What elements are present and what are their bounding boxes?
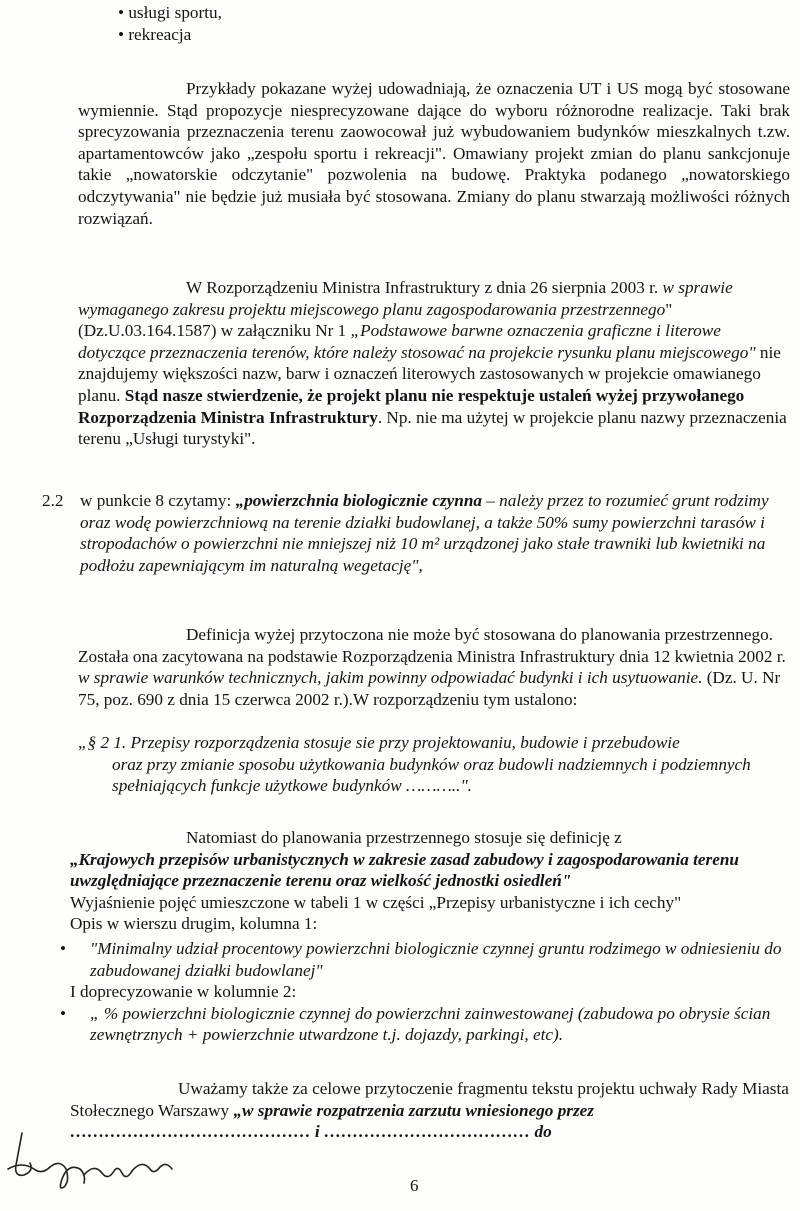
list-item: • usługi sportu,: [118, 3, 222, 22]
paragraph-text: Przykłady pokazane wyżej udowadniają, że oznaczenia UT i US mogą być stosowane wymiennie. Stąd propozycje niesprecyzowane dające do wyboru różnorodne realizacje. Taki brak sprecyzowania przeznaczenia terenu zaowocował już wybudowaniem budynków mieszkalnych t.zw. apartamentowców jako „zespołu sportu i rekreacji". Omawiany projekt zmian do planu sankcjonuje takie „nowatorskie odczytanie" pozwolenia na budowę. Praktyka podanego „nowatorskiego odczytywania" nie będzie już musiała być stosowana. Zmiany do planu stwarzają możliwości różnych rozwiązań.: [78, 79, 790, 228]
italic-run: – należy przez to rozumieć grunt rodzimy oraz wodę powierzchniową na terenie działki budowlanej, a także 50% sumy powierzchni tarasów i stropodachów o powierzchni nie mniejszej niż 10 m² urządzonej jako stałe trawniki lub kwietniki na podłożu zapewniającym im naturalną wegetację",: [80, 491, 769, 575]
bold-italic-run: „powierzchnia biologicznie czynna: [235, 491, 482, 510]
text-run: . Np. nie ma użytej w projekcie planu nazwy przeznaczenia terenu „Usługi turystyki".: [78, 407, 787, 449]
bullet-text: "Minimalny udział procentowy powierzchni biologicznie czynnej gruntu rodzimego w odniesieniu do zabudowanej działki budowlanej": [90, 939, 782, 980]
list-item: • rekreacja: [118, 24, 192, 44]
section-2-2: [42, 490, 790, 576]
bullet-marker: •: [60, 1003, 67, 1023]
list-item: [60, 938, 790, 981]
text-run: I doprecyzowanie w kolumnie 2:: [70, 982, 297, 1002]
bullet-text: „ % powierzchni biologicznie czynnej do powierzchni zainwestowanej (zabudowa po obrysie ścian zewnętrznych + powierzchnie utwardzone t.j. dojazdy, parkingi, etc).: [90, 1003, 771, 1045]
bold-italic-run: „Krajowych przepisów urbanistycznych w zakresie zasad zabudowy i zagospodarowania terenu uwzględniające przeznaczenie terenu oraz wielkość jednostki osiedleń": [70, 849, 739, 891]
text-run: w punkcie 8 czytamy:: [80, 491, 232, 510]
text-run: Definicja wyżej przytoczona nie może być stosowana do planowania przestrzennego. Została ona zacytowana na podstawie Rozporządzenia Ministra Infrastruktury dnia 12 kwietnia 2002 r.: [78, 625, 786, 666]
top-bullet-list: [118, 2, 222, 45]
definition-bullets: [60, 938, 790, 1046]
paragraph-definition: [78, 624, 790, 710]
paragraph-regulation: [78, 277, 790, 450]
text-run: W Rozporządzeniu Ministra Infrastruktury z dnia 26 sierpnia 2003 r.: [186, 278, 659, 297]
bold-italic-run: „w sprawie rozpatrzenia zarzutu wniesionego przez …………………………………… i ……………………………… do: [70, 1100, 594, 1142]
italic-run: w sprawie wymaganego zakresu projektu miejscowego planu zagospodarowania przestrzennego: [78, 278, 733, 319]
text-run: Opis w wierszu drugim, kolumna 1:: [70, 914, 318, 934]
section-number: 2.2: [42, 491, 64, 510]
paragraph-urban-rules: [70, 827, 790, 935]
text-run: "(Dz.U.03.164.1587) w załączniku Nr 1: [78, 299, 673, 341]
text-run: Natomiast do planowania przestrzennego stosuje się definicję z: [186, 828, 622, 847]
bold-run: Stąd nasze stwierdzenie, że projekt planu nie respektuje ustaleń wyżej przywołanego Rozporządzenia Ministra Infrastruktury: [78, 385, 745, 427]
regulation-quote: [78, 732, 790, 797]
italic-run: „Podstawowe barwne oznaczenia graficzne i literowe dotyczące przeznaczenia terenów, które należy stosować na projekcie rysunku planu miejscowego": [78, 321, 756, 362]
handwritten-signature: [4, 1125, 179, 1195]
quote-continuation: oraz przy zmianie sposobu użytkowania budynków oraz budowli nadziemnych i podziemnych spełniających funkcje użytkowe budynków ………..".: [112, 754, 751, 796]
page-number: 6: [410, 1176, 419, 1195]
text-run: Uważamy także za celowe przytoczenie fragmentu tekstu projektu uchwały Rady Miasta Stołecznego Warszawy: [70, 1079, 789, 1120]
paragraph-examples: [78, 78, 790, 229]
italic-run: w sprawie warunków technicznych, jakim powinny odpowiadać budynki i ich usytuowanie.: [78, 668, 703, 688]
bullet-marker: •: [60, 939, 67, 958]
quote-first-line: „§ 2 1. Przepisy rozporządzenia stosuje sie przy projektowaniu, budowie i przebudowie: [78, 733, 680, 752]
list-item: [60, 1003, 790, 1046]
text-run: (Dz. U. Nr 75, poz. 690 z dnia 15 czerwca 2002 r.).W rozporządzeniu tym ustalono:: [78, 668, 781, 709]
text-run: nie znajdujemy większości nazw, barw i oznaczeń literowych zastosowanych w projekcie omawianego planu.: [78, 342, 781, 405]
text-run: Wyjaśnienie pojęć umieszczone w tabeli 1 w części „Przepisy urbanistyczne i ich cechy": [70, 892, 682, 912]
